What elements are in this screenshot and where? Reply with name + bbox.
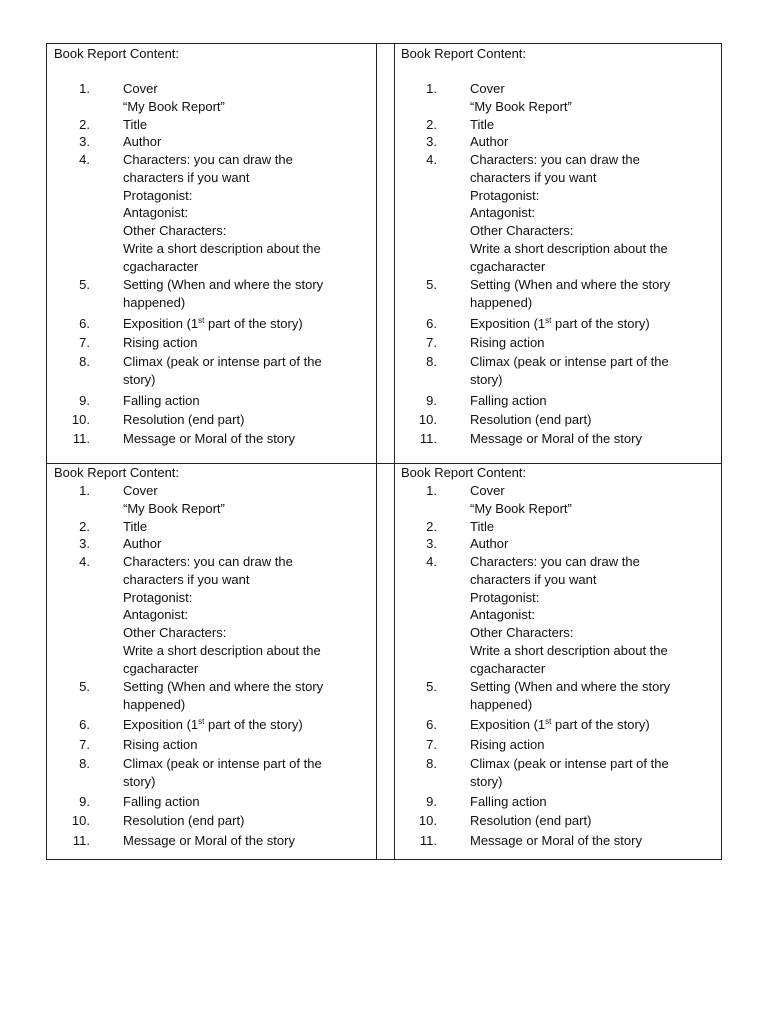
item-text: happened)	[470, 696, 533, 712]
item-text: “My Book Report”	[470, 500, 572, 516]
item-number: 6.	[426, 717, 437, 732]
item-text: Message or Moral of the story	[470, 431, 642, 446]
item-number: 5.	[426, 679, 437, 694]
item-text: Setting (When and where the story	[123, 679, 324, 694]
item-text: happened)	[123, 294, 186, 310]
item-text: characters if you want	[470, 571, 597, 587]
item-text: Climax (peak or intense part of the	[470, 756, 669, 771]
item-number: 7.	[79, 335, 90, 350]
item-text: Resolution (end part)	[123, 412, 245, 427]
item-text: Falling action	[123, 393, 200, 408]
item-number: 4.	[426, 554, 437, 569]
item-text: Resolution (end part)	[470, 412, 592, 427]
report-card-bottom-left	[54, 465, 374, 857]
item-text: Protagonist:	[123, 187, 193, 203]
item-text: Title	[123, 117, 148, 132]
item-text: “My Book Report”	[123, 500, 225, 516]
report-card-top-right	[401, 45, 719, 461]
item-text: Rising action	[123, 737, 198, 752]
item-text: Setting (When and where the story	[123, 277, 324, 292]
item-number: 10.	[418, 813, 437, 828]
item-number: 2.	[426, 519, 437, 534]
item-text: story)	[470, 773, 503, 789]
item-text: Write a short description about the	[470, 643, 668, 658]
item-text: Title	[470, 519, 495, 534]
item-number: 5.	[79, 277, 90, 292]
item-text: Protagonist:	[470, 187, 540, 203]
item-text: cgacharacter	[123, 660, 199, 676]
item-number: 4.	[79, 152, 90, 167]
item-text: Rising action	[470, 335, 545, 350]
item-text: Characters: you can draw the	[470, 152, 640, 167]
item-text: Climax (peak or intense part of the	[123, 756, 322, 771]
item-text: Characters: you can draw the	[123, 554, 293, 569]
item-text: Exposition (1st part of the story)	[123, 316, 303, 331]
item-text: Author	[123, 134, 162, 149]
item-text: Rising action	[470, 737, 545, 752]
item-text: “My Book Report”	[470, 98, 572, 114]
item-number: 4.	[426, 152, 437, 167]
table-top-border	[46, 43, 722, 44]
item-number: 1.	[426, 81, 437, 96]
item-number: 5.	[79, 679, 90, 694]
item-text: Cover	[123, 81, 158, 96]
item-number: 6.	[79, 717, 90, 732]
item-number: 1.	[426, 483, 437, 498]
item-text: Write a short description about the	[123, 241, 321, 256]
item-number: 10.	[418, 412, 437, 427]
item-text: Climax (peak or intense part of the	[123, 354, 322, 369]
item-text: Characters: you can draw the	[123, 152, 293, 167]
item-text: Other Characters:	[470, 625, 574, 641]
item-number: 9.	[79, 393, 90, 408]
item-number: 4.	[79, 554, 90, 569]
item-number: 8.	[426, 756, 437, 771]
item-text: Other Characters:	[123, 223, 227, 239]
item-text: story)	[123, 773, 156, 789]
item-number: 3.	[79, 536, 90, 551]
item-text: Author	[470, 134, 509, 149]
item-text: Message or Moral of the story	[123, 833, 295, 848]
item-number: 9.	[426, 393, 437, 408]
item-text: Exposition (1st part of the story)	[123, 717, 303, 732]
item-text: Resolution (end part)	[123, 813, 245, 828]
item-text: Other Characters:	[470, 223, 574, 239]
item-text: Write a short description about the	[470, 241, 668, 256]
item-number: 1.	[79, 81, 90, 96]
item-text: Cover	[123, 483, 158, 498]
item-text: Falling action	[470, 794, 547, 809]
card-heading: Book Report Content:	[401, 46, 527, 61]
item-number: 6.	[426, 316, 437, 331]
item-text: Characters: you can draw the	[470, 554, 640, 569]
item-number: 2.	[79, 519, 90, 534]
item-text: characters if you want	[123, 571, 250, 587]
item-text: Antagonist:	[470, 607, 536, 623]
item-text: Antagonist:	[470, 205, 536, 221]
item-number: 3.	[79, 134, 90, 149]
item-text: Falling action	[123, 794, 200, 809]
item-number: 9.	[79, 794, 90, 809]
report-card-top-left	[54, 45, 374, 461]
item-text: happened)	[470, 294, 533, 310]
item-text: Write a short description about the	[123, 643, 321, 658]
item-number: 9.	[426, 794, 437, 809]
item-number: 10.	[71, 412, 90, 427]
item-number: 8.	[79, 354, 90, 369]
report-card-bottom-right	[401, 465, 719, 857]
item-text: cgacharacter	[470, 258, 546, 274]
item-number: 5.	[426, 277, 437, 292]
item-text: happened)	[123, 696, 186, 712]
item-number: 2.	[426, 117, 437, 132]
item-text: Cover	[470, 483, 505, 498]
item-text: Protagonist:	[470, 589, 540, 605]
item-text: Message or Moral of the story	[123, 431, 295, 446]
item-number: 7.	[79, 737, 90, 752]
item-number: 11.	[72, 833, 90, 848]
item-text: Author	[123, 536, 162, 551]
item-text: cgacharacter	[470, 660, 546, 676]
item-text: Antagonist:	[123, 205, 189, 221]
item-text: Climax (peak or intense part of the	[470, 354, 669, 369]
item-text: Rising action	[123, 335, 198, 350]
item-text: Author	[470, 536, 509, 551]
column-divider-left	[376, 43, 377, 860]
item-number: 3.	[426, 536, 437, 551]
item-text: Message or Moral of the story	[470, 833, 642, 848]
item-number: 7.	[426, 335, 437, 350]
item-number: 8.	[79, 756, 90, 771]
table-middle-border	[46, 463, 722, 464]
item-number: 8.	[426, 354, 437, 369]
item-number: 6.	[79, 316, 90, 331]
item-text: Title	[123, 519, 148, 534]
item-text: Setting (When and where the story	[470, 277, 671, 292]
item-text: story)	[123, 371, 156, 387]
item-text: Resolution (end part)	[470, 813, 592, 828]
table-bottom-border	[46, 859, 722, 860]
item-text: Other Characters:	[123, 625, 227, 641]
item-text: story)	[470, 371, 503, 387]
item-text: Antagonist:	[123, 607, 189, 623]
item-number: 11.	[419, 833, 437, 848]
card-heading: Book Report Content:	[401, 465, 527, 480]
item-text: characters if you want	[123, 169, 250, 185]
item-number: 1.	[79, 483, 90, 498]
card-heading: Book Report Content:	[54, 465, 180, 480]
item-number: 11.	[419, 431, 437, 446]
item-text: Exposition (1st part of the story)	[470, 717, 650, 732]
item-text: Falling action	[470, 393, 547, 408]
item-number: 2.	[79, 117, 90, 132]
item-number: 3.	[426, 134, 437, 149]
item-text: Protagonist:	[123, 589, 193, 605]
item-text: characters if you want	[470, 169, 597, 185]
item-text: Cover	[470, 81, 505, 96]
card-heading: Book Report Content:	[54, 46, 180, 61]
item-text: Exposition (1st part of the story)	[470, 316, 650, 331]
item-text: Title	[470, 117, 495, 132]
item-number: 7.	[426, 737, 437, 752]
table-right-border	[721, 43, 722, 860]
item-number: 10.	[71, 813, 90, 828]
item-text: “My Book Report”	[123, 98, 225, 114]
item-text: Setting (When and where the story	[470, 679, 671, 694]
item-text: cgacharacter	[123, 258, 199, 274]
item-number: 11.	[72, 431, 90, 446]
